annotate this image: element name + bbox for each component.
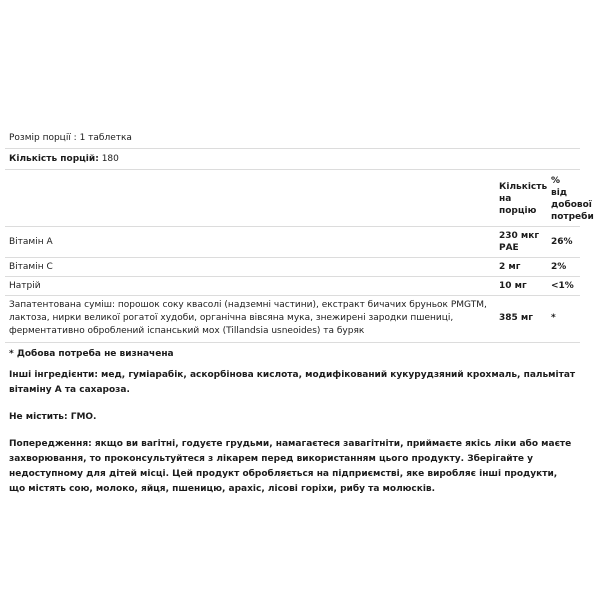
supplement-facts-panel <box>5 128 594 497</box>
table-row <box>5 258 580 277</box>
header-blank <box>5 170 495 227</box>
label-notes <box>5 347 580 497</box>
blend-amount: 385 мг <box>495 296 547 343</box>
nutrient-amount: 230 мкг РАЕ <box>495 227 547 258</box>
proprietary-blend-row <box>5 296 580 343</box>
serving-size: Розмір порції : 1 таблетка <box>5 128 580 149</box>
daily-value-footnote: * Добова потреба не визначена <box>9 349 174 359</box>
other-ingredients: Інші інгредієнти: мед, гуміарабік, аскорбінова кислота, модифікований кукурудзяний крохмаль, пальмітат вітаміну А та сахароза. <box>9 370 576 395</box>
header-amount: Кількість на порцію <box>495 170 547 227</box>
table-row <box>5 227 580 258</box>
table-row <box>5 277 580 296</box>
servings-per-container <box>5 149 580 170</box>
nutrient-amount: 10 мг <box>495 277 547 296</box>
table-header-row <box>5 170 580 227</box>
nutrient-amount: 2 мг <box>495 258 547 277</box>
servings-value: 180 <box>101 154 119 164</box>
nutrient-name: Натрій <box>5 277 495 296</box>
nutrient-daily-value: 2% <box>547 258 580 277</box>
blend-description: Запатентована суміш: порошок соку квасолі (надземні частини), екстракт бичачих бруньок PMGTM, лактоза, нирки великої рогатої худоби, органічна вівсяна мука, знежирені зародки пшениці, ферментативно оброблений іспанський мох (Tillandsia usneoides) та буряк <box>5 296 495 343</box>
does-not-contain: Не містить: ГМО. <box>9 412 97 422</box>
nutrient-daily-value: <1% <box>547 277 580 296</box>
servings-label: Кількість порцій: <box>9 154 99 164</box>
blend-daily-value: * <box>547 296 580 343</box>
header-daily-value: % від добової потреби <box>547 170 580 227</box>
nutrient-table <box>5 170 594 343</box>
nutrient-daily-value: 26% <box>547 227 580 258</box>
nutrient-name: Вітамін А <box>5 227 495 258</box>
nutrient-name: Вітамін С <box>5 258 495 277</box>
warning-text: Попередження: якщо ви вагітні, годуєте грудьми, намагаєтеся завагітніти, приймаєте якісь ліки або маєте захворювання, то проконсультуйтеся з лікарем перед використанням цього продукту. Зберігайте у недоступному для дітей місці. Цей продукт обробляється на підприємстві, яке виробляє інші продукти, що містять сою, молоко, яйця, пшеницю, арахіс, лісові горіхи, рибу та молюсків. <box>9 439 572 494</box>
